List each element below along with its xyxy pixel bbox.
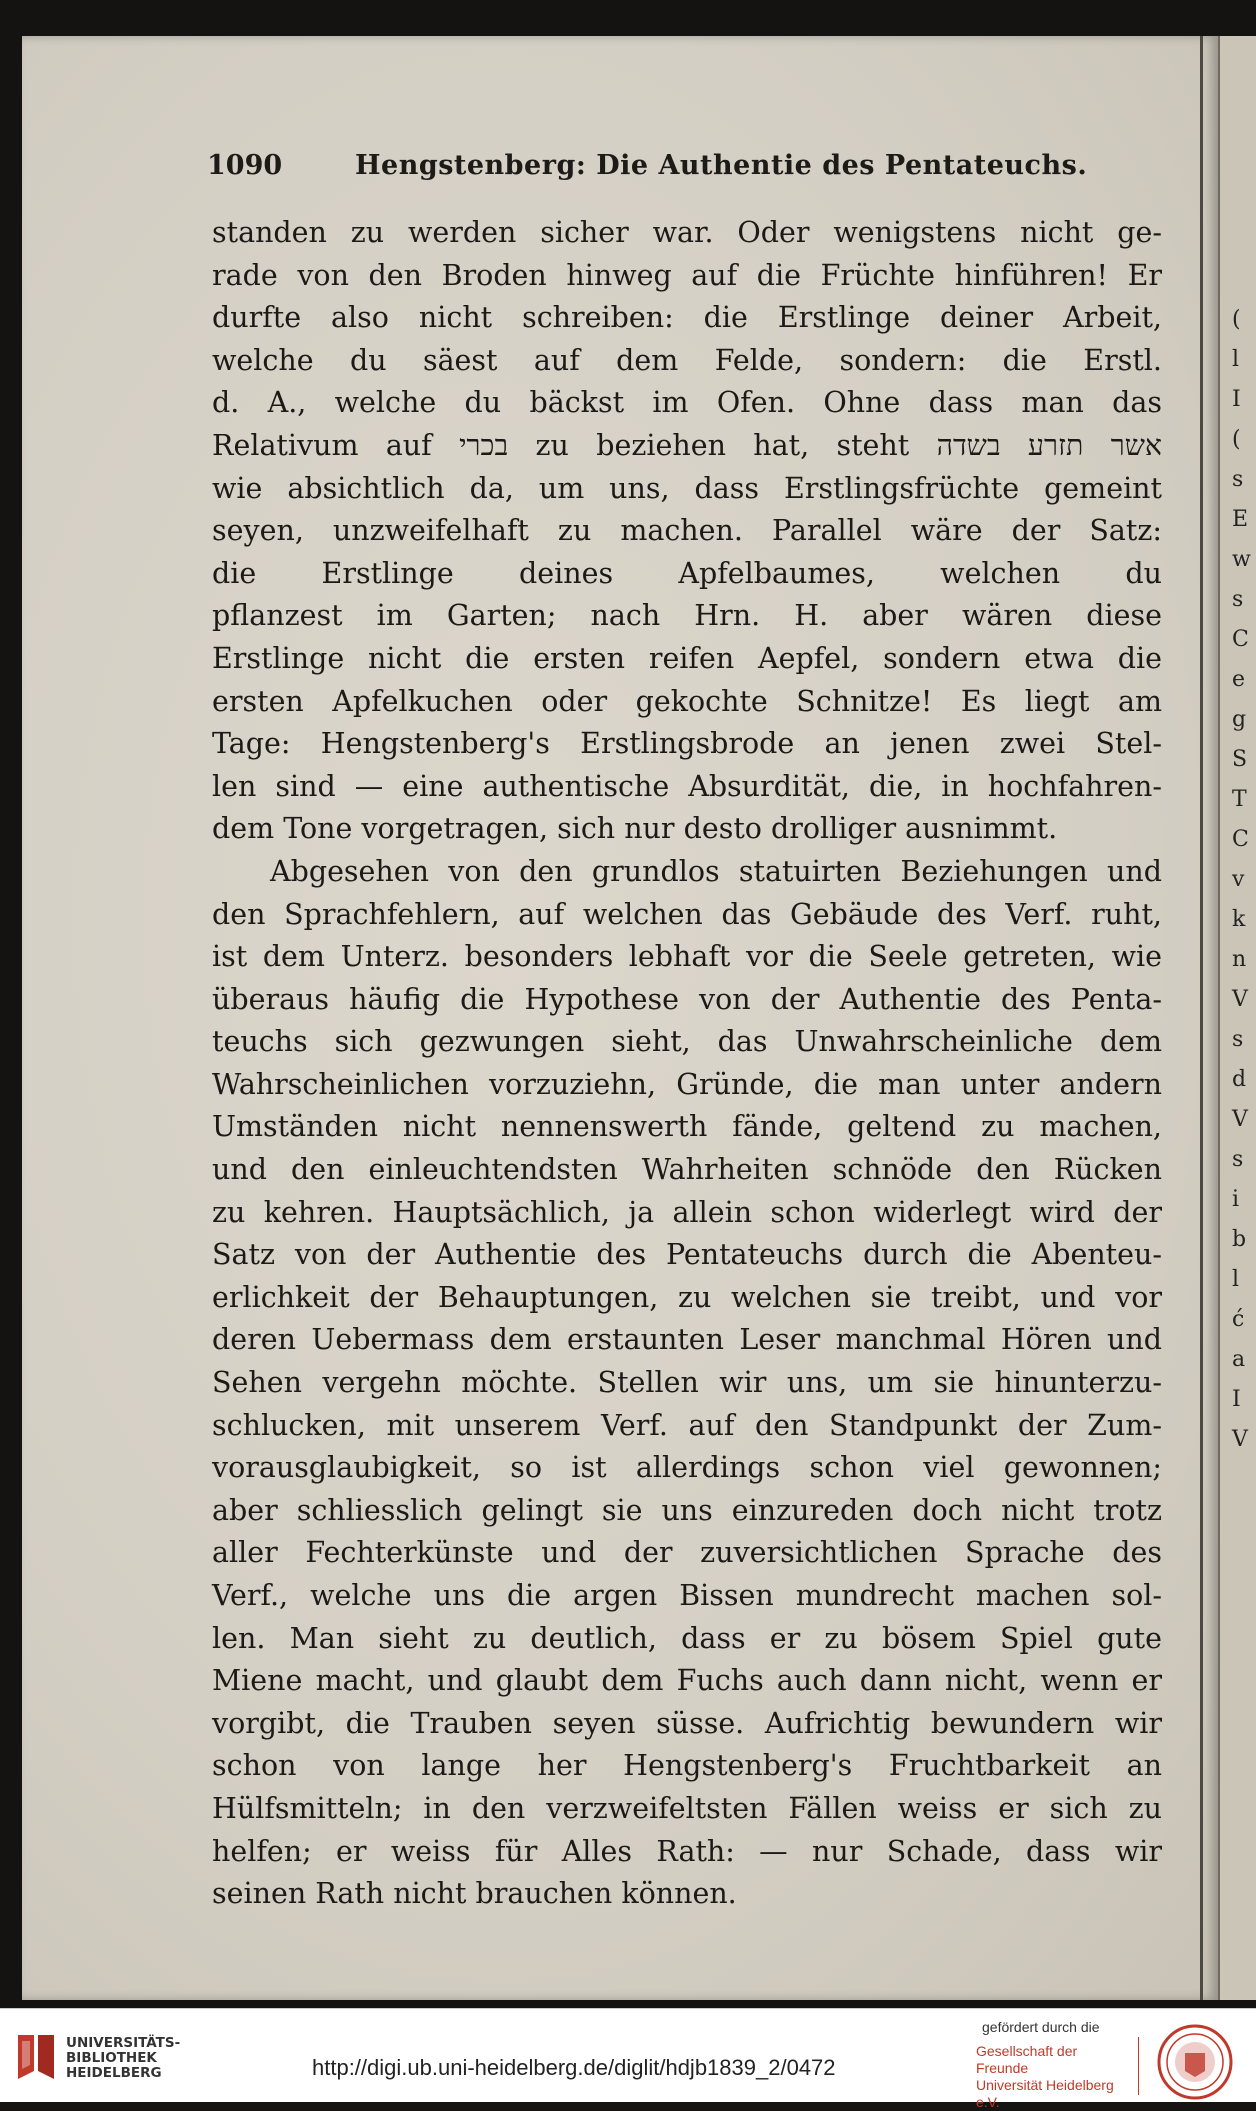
text-line: d. A., welche du bäckst im Ofen. Ohne dass man das (212, 386, 1162, 420)
text-line: Erstlinge nicht die ersten reifen Aepfel, sondern etwa die (212, 641, 1162, 675)
margin-fragment: V (1232, 987, 1248, 1012)
margin-fragment: k (1232, 907, 1246, 932)
text-line: aber schliesslich gelingt sie uns einzureden doch nicht trotz (212, 1493, 1162, 1527)
margin-fragment: E (1232, 507, 1249, 532)
text-line: und den einleuchtendsten Wahrheiten schnöde den Rücken (212, 1153, 1162, 1187)
margin-fragment: g (1232, 707, 1247, 732)
text-line: Verf., welche uns die argen Bissen mundrecht machen sol- (212, 1579, 1162, 1612)
margin-fragment: v (1232, 867, 1245, 892)
text-line: die Erstlinge deines Apfelbaumes, welchen du (212, 556, 1162, 590)
text-line: aller Fechterkünste und der zuversichtlichen Sprache des (212, 1536, 1162, 1570)
text-line: den Sprachfehlern, auf welchen das Gebäude des Verf. ruht, (212, 897, 1162, 931)
margin-fragment: I (1232, 387, 1241, 412)
page-number: 1090 (207, 150, 283, 181)
text-line: Tage: Hengstenberg's Erstlingsbrode an jenen zwei Stel- (212, 727, 1162, 761)
text-line: Umständen nicht nennenswerth fände, geltend zu machen, (212, 1110, 1162, 1144)
margin-fragment: V (1232, 1107, 1248, 1132)
margin-fragment: e (1232, 667, 1246, 692)
margin-fragment: l (1232, 347, 1240, 372)
sponsor-label: gefördert durch die (982, 2019, 1100, 2035)
text-line: schlucken, mit unserem Verf. auf den Standpunkt der Zum- (212, 1408, 1162, 1442)
margin-fragment: a (1232, 1347, 1246, 1372)
footer-bar (0, 2008, 1256, 2110)
university-seal-icon (1156, 2023, 1234, 2101)
margin-fragment: s (1232, 467, 1244, 492)
running-title: Hengstenberg: Die Authentie des Pentateuchs. (355, 150, 1088, 181)
text-line: pflanzest im Garten; nach Hrn. H. aber wären diese (212, 599, 1162, 633)
text-line: schon von lange her Hengstenberg's Fruchtbarkeit an (212, 1749, 1162, 1783)
adjacent-page-fragments (1232, 300, 1256, 1460)
text-line: len. Man sieht zu deutlich, dass er zu bösem Spiel gute (212, 1621, 1162, 1655)
text-line: wie absichtlich da, um uns, dass Erstlingsfrüchte gemeint (212, 471, 1162, 505)
text-line: zu kehren. Hauptsächlich, ja allein schon widerlegt wird der (212, 1195, 1162, 1229)
text-line: rade von den Broden hinweg auf die Früchte hinführen! Er (212, 258, 1162, 292)
text-line: Abgesehen von den grundlos statuirten Beziehungen und (270, 854, 1162, 888)
text-line: ist dem Unterz. besonders lebhaft vor die Seele getreten, wie (212, 940, 1162, 974)
text-line: helfen; er weiss für Alles Rath: — nur Schade, dass wir (212, 1834, 1162, 1868)
text-line: Satz von der Authentie des Pentateuchs durch die Abenteu- (212, 1238, 1162, 1272)
margin-fragment: T (1232, 787, 1247, 812)
text-line: seyen, unzweifelhaft zu machen. Parallel wäre der Satz: (212, 514, 1162, 548)
text-line: Wahrscheinlichen vorzuziehn, Gründe, die man unter andern (212, 1067, 1162, 1101)
margin-fragment: n (1232, 947, 1247, 972)
text-line: vorgibt, die Trauben seyen süsse. Aufrichtig bewundern wir (212, 1706, 1162, 1740)
page-edge (1200, 36, 1203, 2000)
text-line: durfte also nicht schreiben: die Erstlinge deiner Arbeit, (212, 301, 1162, 335)
text-line: erlichkeit der Behauptungen, zu welchen sie treibt, und vor (212, 1280, 1162, 1314)
margin-fragment: S (1232, 747, 1248, 772)
text-line: Relativum auf בכרי zu beziehen hat, steht אשר תזרע בשדה (212, 428, 1163, 462)
body-text (212, 212, 1162, 1916)
text-line: vorausglaubigkeit, so ist allerdings schon viel gewonnen; (212, 1451, 1162, 1485)
margin-fragment: V (1232, 1427, 1248, 1452)
margin-fragment: s (1232, 1027, 1244, 1052)
library-name: UNIVERSITÄTS- BIBLIOTHEK HEIDELBERG (66, 2035, 181, 2081)
margin-fragment: ( (1232, 427, 1241, 452)
text-line: Sehen vergehn möchte. Stellen wir uns, um sie hinunterzu- (212, 1366, 1162, 1400)
margin-fragment: l (1232, 1267, 1240, 1292)
text-line: überaus häufig die Hypothese von der Authentie des Penta- (212, 982, 1162, 1016)
text-line: Hülfsmitteln; in den verzweifeltsten Fällen weiss er sich zu (212, 1791, 1162, 1825)
margin-fragment: d (1232, 1067, 1247, 1092)
margin-fragment: C (1232, 627, 1249, 652)
text-line: Miene macht, und glaubt dem Fuchs auch dann nicht, wenn er (212, 1664, 1162, 1698)
margin-fragment: ( (1232, 307, 1241, 332)
text-line: seinen Rath nicht brauchen können. (212, 1877, 737, 1911)
margin-fragment: s (1232, 1147, 1244, 1172)
page-header (185, 150, 1165, 190)
text-line: len sind — eine authentische Absurdität, die, in hochfahren- (212, 769, 1162, 803)
source-url[interactable]: http://digi.ub.uni-heidelberg.de/diglit/hdjb1839_2/0472 (312, 2055, 836, 2080)
text-line: welche du säest auf dem Felde, sondern: die Erstl. (212, 343, 1162, 377)
margin-fragment: C (1232, 827, 1249, 852)
text-line: deren Uebermass dem erstaunten Leser manchmal Hören und (212, 1323, 1162, 1357)
margin-fragment: I (1232, 1387, 1241, 1412)
text-line: ersten Apfelkuchen oder gekochte Schnitze! Es liegt am (212, 684, 1162, 718)
text-line: standen zu werden sicher war. Oder wenigstens nicht ge- (212, 216, 1162, 249)
margin-fragment: b (1232, 1227, 1247, 1252)
margin-fragment: s (1232, 587, 1244, 612)
text-line: teuchs sich gezwungen sieht, das Unwahrscheinliche dem (212, 1025, 1162, 1059)
text-line: dem Tone vorgetragen, sich nur desto drolliger ausnimmt. (212, 812, 1058, 846)
margin-fragment: w (1232, 547, 1251, 572)
footer-divider (1138, 2037, 1139, 2095)
margin-fragment: ć (1232, 1307, 1245, 1332)
margin-fragment: i (1232, 1187, 1240, 1212)
society-name: Gesellschaft der Freunde Universität Heidelberg e.V. (976, 2043, 1114, 2110)
library-logo-icon (14, 2031, 58, 2083)
